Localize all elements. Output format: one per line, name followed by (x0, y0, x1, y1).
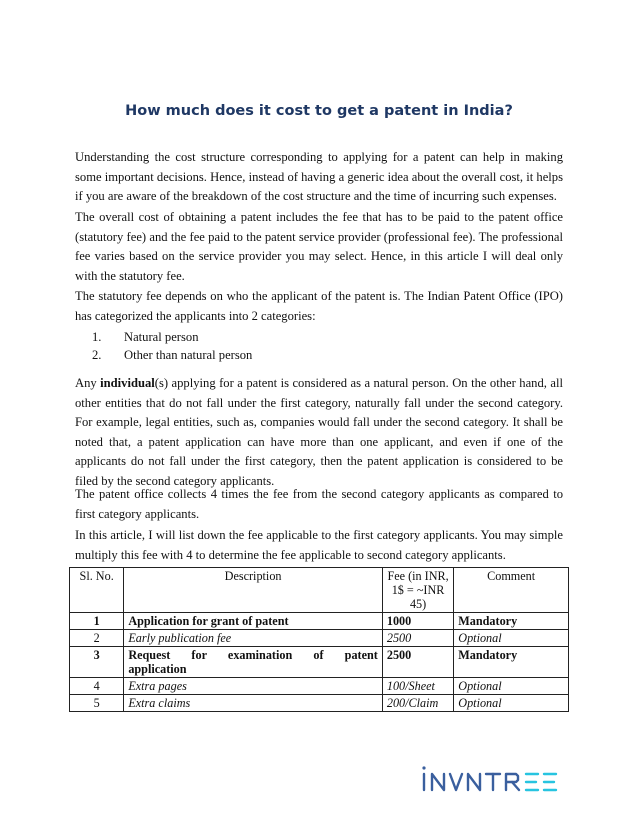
invntree-logo (420, 764, 570, 794)
table-row (70, 613, 569, 630)
cell-description: Early publication fee (124, 630, 383, 647)
bold-term: individual (100, 376, 155, 390)
cell-fee: 1000 (382, 613, 453, 630)
cell-comment: Mandatory (454, 647, 569, 678)
cell-description-line2: application (128, 662, 187, 676)
page-title: How much does it cost to get a patent in India? (125, 103, 513, 119)
table-row (70, 678, 569, 695)
cell-description-line1: Request for examination of patent (128, 648, 378, 662)
paragraph-individual (75, 374, 563, 491)
fee-table (69, 567, 569, 712)
cell-sl-no: 1 (70, 613, 124, 630)
table-row (70, 695, 569, 712)
cell-sl-no: 5 (70, 695, 124, 712)
header-comment: Comment (454, 568, 569, 613)
list-number: 2. (92, 348, 102, 362)
applicant-category-list (75, 328, 252, 364)
header-sl-no: Sl. No. (70, 568, 124, 613)
list-item (75, 346, 252, 364)
cell-fee: 2500 (382, 647, 453, 678)
paragraph-statutory-fee: The statutory fee depends on who the applicant of the patent is. The Indian Patent Office (IPO) has categorized the applicants into 2 categories: (75, 289, 563, 323)
paragraph-rest: (s) applying for a patent is considered as a natural person. On the other hand, all other entities that do not fall under the first category, naturally fall under the second category. For example, legal entities, such as, companies would fall under the second category. It shall be noted that, a patent application can have more than one applicant, and even if one of the applicants do not fall under the first category, then the patent application is considered to be filed by the second category applicants. (75, 376, 563, 488)
paragraph-intro: Understanding the cost structure corresponding to applying for a patent can help in making some important decisions. Hence, instead of having a generic idea about the overall cost, it helps if you are aware of the breakdown of the cost structure and the time of incurring such expenses. (75, 150, 563, 203)
table-row (70, 630, 569, 647)
list-text: Other than natural person (124, 348, 253, 362)
list-text: Natural person (124, 330, 199, 344)
cell-description: Extra claims (124, 695, 383, 712)
paragraph-article-scope: In this article, I will list down the fee applicable to the first category applicants. You may simple multiply this fee with 4 to determine the fee applicable to second category applicants. (75, 528, 563, 562)
invntree-logo-icon (420, 764, 570, 794)
cell-description (124, 647, 383, 678)
cell-sl-no: 4 (70, 678, 124, 695)
cell-fee: 100/Sheet (382, 678, 453, 695)
table-header-row (70, 568, 569, 613)
cell-description: Extra pages (124, 678, 383, 695)
header-description: Description (124, 568, 383, 613)
cell-sl-no: 2 (70, 630, 124, 647)
cell-comment: Optional (454, 695, 569, 712)
cell-fee: 200/Claim (382, 695, 453, 712)
header-fee: Fee (in INR, 1$ = ~INR 45) (382, 568, 453, 613)
cell-comment: Optional (454, 678, 569, 695)
list-number: 1. (92, 330, 102, 344)
paragraph-fee-multiple: The patent office collects 4 times the fee from the second category applicants as compared to first category applicants. (75, 487, 563, 521)
cell-comment: Optional (454, 630, 569, 647)
list-item (75, 328, 252, 346)
cell-sl-no: 3 (70, 647, 124, 678)
cell-fee: 2500 (382, 630, 453, 647)
cell-description: Application for grant of patent (124, 613, 383, 630)
paragraph-lead: Any (75, 376, 101, 390)
table-row (70, 647, 569, 678)
paragraph-overall-cost: The overall cost of obtaining a patent includes the fee that has to be paid to the patent office (statutory fee) and the fee paid to the patent service provider (professional fee). The professional fee varies based on the service provider you may select. Hence, in this article I will deal only with the statutory fee. (75, 210, 563, 283)
cell-comment: Mandatory (454, 613, 569, 630)
